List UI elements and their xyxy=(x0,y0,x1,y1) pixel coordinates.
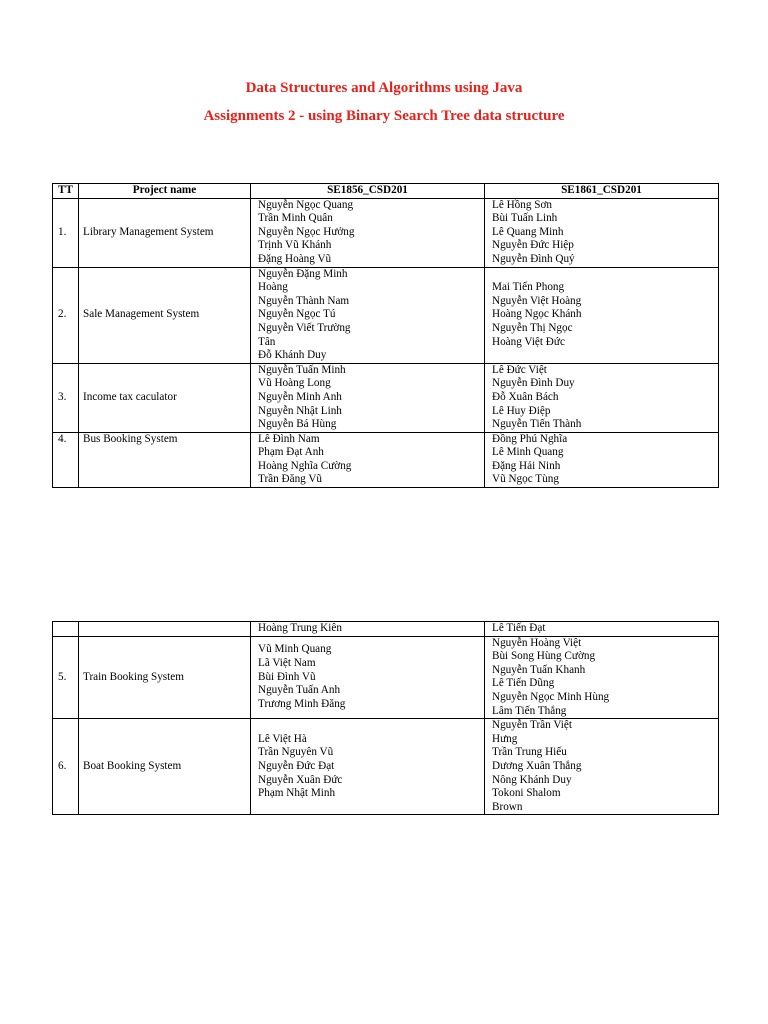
project-name: Sale Management System xyxy=(79,267,251,363)
student-name: Nguyễn Nhật Linh xyxy=(258,404,342,417)
row-number: 1. xyxy=(53,198,79,267)
student-name: Nguyễn Trần Việt xyxy=(492,719,572,732)
student-name: Trịnh Vũ Khánh xyxy=(258,239,332,252)
student-name: Lê Đình Nam xyxy=(258,432,320,445)
student-name: Trần Đăng Vũ xyxy=(258,473,323,486)
student-name: Nguyễn Ngọc Minh Hùng xyxy=(492,690,610,703)
header-se1856: SE1856_CSD201 xyxy=(251,184,485,199)
row-number: 4. xyxy=(53,432,79,487)
student-name: Đỗ Xuân Bách xyxy=(492,390,559,403)
student-name: Nguyễn Tuấn Khanh xyxy=(492,663,586,676)
student-name: Đồng Phú Nghĩa xyxy=(492,432,568,445)
student-name: Đỗ Khánh Duy xyxy=(258,349,327,362)
student-name: Hoàng Trung Kiên xyxy=(258,622,342,634)
student-list-se1856 xyxy=(251,432,485,487)
student-name: Trần Minh Quân xyxy=(258,212,333,225)
student-list-se1861 xyxy=(485,267,719,363)
student-name: Nguyễn Việt Hoàng xyxy=(492,294,582,307)
student-name: Brown xyxy=(492,800,523,813)
student-name: Vũ Minh Quang xyxy=(258,643,332,656)
student-list-se1861 xyxy=(485,636,719,719)
student-name: Lâm Tiến Thắng xyxy=(492,704,567,717)
student-name: Hoàng Nghĩa Cường xyxy=(258,459,352,472)
student-name: Tokoni Shalom xyxy=(492,787,561,800)
student-name: Nguyễn Tuấn Anh xyxy=(258,684,341,697)
student-name: Nguyễn Đức Hiệp xyxy=(492,239,574,252)
student-name: Lã Việt Nam xyxy=(258,656,316,669)
student-name: Tân xyxy=(258,335,276,348)
table-row xyxy=(53,432,719,487)
student-name: Hoàng Việt Đức xyxy=(492,335,565,348)
student-list-se1861 xyxy=(485,198,719,267)
student-name: Nguyễn Bá Hùng xyxy=(258,418,337,431)
header-project-name: Project name xyxy=(79,184,251,199)
student-name: Vũ Ngọc Tùng xyxy=(492,473,559,486)
row-number: 5. xyxy=(53,636,79,719)
student-name: Nguyễn Thành Nam xyxy=(258,294,350,307)
row-number: 6. xyxy=(53,719,79,815)
student-name: Vũ Hoàng Long xyxy=(258,377,331,390)
student-name: Hoàng Ngọc Khánh xyxy=(492,308,582,321)
student-name: Nguyễn Tuấn Minh xyxy=(258,363,346,376)
student-list-se1861 xyxy=(485,622,719,637)
student-name: Hưng xyxy=(492,732,518,745)
project-name: Train Booking System xyxy=(79,636,251,719)
student-name: Nguyễn Đình Quý xyxy=(492,252,575,265)
student-name: Nguyễn Xuân Đức xyxy=(258,773,343,786)
student-name: Nguyễn Ngọc Tú xyxy=(258,308,336,321)
table-row xyxy=(53,363,719,432)
student-name: Nguyễn Minh Anh xyxy=(258,390,342,403)
student-name: Nguyễn Đình Duy xyxy=(492,377,575,390)
student-name: Lê Đức Việt xyxy=(492,363,547,376)
student-list-se1856 xyxy=(251,267,485,363)
student-name: Nguyễn Ngọc Hưởng xyxy=(258,225,355,238)
student-name: Nguyễn Thị Ngọc xyxy=(492,321,573,334)
student-name: Nông Khánh Duy xyxy=(492,773,572,786)
row-number: 2. xyxy=(53,267,79,363)
student-name: Nguyễn Hoàng Việt xyxy=(492,636,582,649)
student-list-se1856 xyxy=(251,636,485,719)
student-list-se1861 xyxy=(485,363,719,432)
student-name: Nguyễn Ngọc Quang xyxy=(258,198,354,211)
student-name: Lê Huy Điệp xyxy=(492,404,551,417)
project-name xyxy=(79,622,251,637)
student-list-se1856 xyxy=(251,198,485,267)
student-name: Lê Hồng Sơn xyxy=(492,198,552,211)
student-name: Nguyễn Tiến Thành xyxy=(492,418,582,431)
student-name: Lê Tiến Dũng xyxy=(492,677,555,690)
table-row xyxy=(53,719,719,815)
table-row xyxy=(53,636,719,719)
row-number: 3. xyxy=(53,363,79,432)
row-number xyxy=(53,622,79,637)
student-name: Nguyễn Đức Đạt xyxy=(258,759,335,772)
student-name: Trần Nguyên Vũ xyxy=(258,746,334,759)
table-row xyxy=(53,622,719,637)
student-name: Nguyễn Viết Trường xyxy=(258,321,351,334)
student-list-se1861 xyxy=(485,432,719,487)
student-name: Trần Trung Hiếu xyxy=(492,746,567,759)
student-name: Dương Xuân Thắng xyxy=(492,759,582,772)
document-title: Data Structures and Algorithms using Java xyxy=(245,80,523,96)
student-name: Phạm Đạt Anh xyxy=(258,446,324,459)
student-name: Bùi Tuấn Linh xyxy=(492,212,558,225)
table-header-row xyxy=(53,184,719,199)
student-name: Lê Minh Quang xyxy=(492,446,564,459)
table-row xyxy=(53,267,719,363)
project-name: Income tax caculator xyxy=(79,363,251,432)
student-name: Lê Quang Minh xyxy=(492,225,564,238)
student-name: Bùi Đình Vũ xyxy=(258,670,316,683)
student-name: Lê Tiến Đạt xyxy=(492,622,546,634)
document-subtitle: Assignments 2 - using Binary Search Tree data structure xyxy=(203,108,565,124)
student-name: Phạm Nhật Minh xyxy=(258,787,336,800)
student-name: Lê Việt Hà xyxy=(258,732,307,745)
student-name: Mai Tiến Phong xyxy=(492,281,565,294)
project-name: Bus Booking System xyxy=(79,432,251,487)
assignment-table-1 xyxy=(52,183,719,488)
student-list-se1861 xyxy=(485,719,719,815)
student-list-se1856 xyxy=(251,363,485,432)
student-name: Hoàng xyxy=(258,281,288,294)
student-name: Bùi Song Hùng Cường xyxy=(492,650,596,663)
student-name: Trương Minh Đăng xyxy=(258,697,346,710)
student-list-se1856 xyxy=(251,719,485,815)
header-se1861: SE1861_CSD201 xyxy=(485,184,719,199)
assignment-table-2 xyxy=(52,621,719,815)
student-name: Đặng Hải Ninh xyxy=(492,459,561,472)
table-row xyxy=(53,198,719,267)
project-name: Library Management System xyxy=(79,198,251,267)
student-name: Đặng Hoàng Vũ xyxy=(258,252,332,265)
student-list-se1856 xyxy=(251,622,485,637)
student-name: Nguyễn Đặng Minh xyxy=(258,267,348,280)
header-tt: TT xyxy=(53,184,79,199)
project-name: Boat Booking System xyxy=(79,719,251,815)
